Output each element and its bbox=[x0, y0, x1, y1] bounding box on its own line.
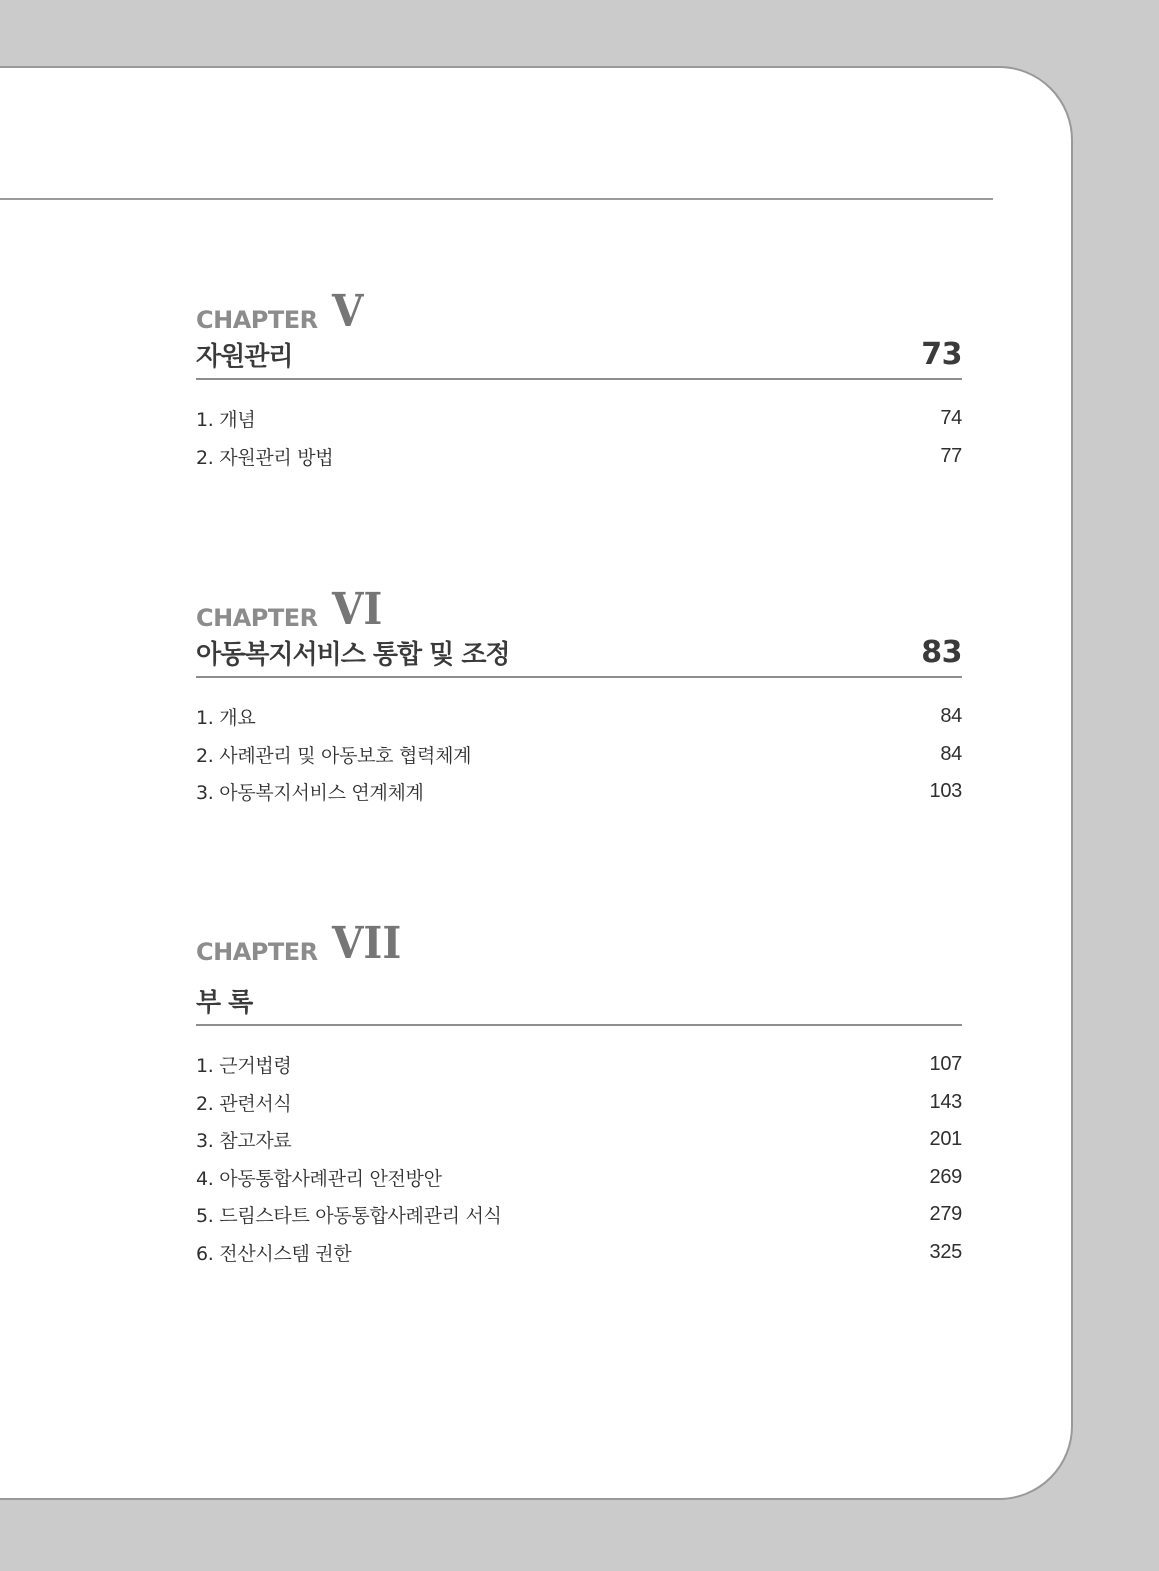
toc-entry-label: 3. 참고자료 bbox=[196, 1130, 292, 1153]
chapter-title[interactable]: 부 록 bbox=[196, 988, 253, 1018]
chapter-title[interactable]: 아동복지서비스 통합 및 조정 bbox=[196, 640, 510, 670]
toc-entry-page: 279 bbox=[929, 1203, 962, 1226]
chapter-numeral: V bbox=[332, 286, 364, 337]
toc-entry[interactable] bbox=[196, 1196, 962, 1234]
chapter-page-number[interactable]: 73 bbox=[921, 337, 962, 372]
toc-entry[interactable] bbox=[196, 698, 962, 736]
toc-entry-label: 1. 개요 bbox=[196, 707, 256, 730]
chapter-label bbox=[196, 286, 962, 337]
toc-entry[interactable] bbox=[196, 1159, 962, 1197]
toc-entry-page: 325 bbox=[929, 1240, 962, 1263]
toc-entry-page: 107 bbox=[929, 1053, 962, 1076]
toc-entry-list bbox=[196, 400, 962, 475]
toc-entry[interactable] bbox=[196, 1046, 962, 1084]
toc-entry-label: 3. 아동복지서비스 연계체계 bbox=[196, 782, 424, 805]
toc-entry-label: 2. 관련서식 bbox=[196, 1092, 292, 1115]
toc-entry-label: 2. 사례관리 및 아동보호 협력체계 bbox=[196, 744, 472, 767]
chapter-heading bbox=[196, 630, 962, 678]
toc-entry[interactable] bbox=[196, 400, 962, 438]
chapter-word: CHAPTER bbox=[196, 938, 318, 966]
toc-entry-page: 84 bbox=[940, 742, 962, 765]
header-rule bbox=[0, 198, 993, 200]
toc-entry-page: 74 bbox=[940, 407, 962, 430]
chapter-page-number[interactable]: 83 bbox=[921, 635, 962, 670]
toc-entry-label: 6. 전산시스템 권한 bbox=[196, 1242, 352, 1265]
toc-entry[interactable] bbox=[196, 1234, 962, 1272]
toc-entry-page: 103 bbox=[929, 780, 962, 803]
toc-entry-list bbox=[196, 698, 962, 811]
chapter-title[interactable]: 자원관리 bbox=[196, 342, 293, 372]
toc-entry-label: 1. 개념 bbox=[196, 409, 256, 432]
chapter-section-7 bbox=[196, 918, 962, 1271]
chapter-label bbox=[196, 584, 962, 635]
toc-entry-list bbox=[196, 1046, 962, 1271]
toc-entry-page: 143 bbox=[929, 1090, 962, 1113]
toc-entry-page: 77 bbox=[940, 444, 962, 467]
toc-entry-label: 2. 자원관리 방법 bbox=[196, 446, 334, 469]
chapter-section-6 bbox=[196, 584, 962, 811]
toc-entry-page: 84 bbox=[940, 705, 962, 728]
toc-entry-label: 5. 드림스타트 아동통합사례관리 서식 bbox=[196, 1205, 502, 1228]
chapter-heading bbox=[196, 964, 962, 1026]
toc-entry[interactable] bbox=[196, 736, 962, 774]
chapter-numeral: VI bbox=[332, 584, 383, 635]
toc-entry[interactable] bbox=[196, 1121, 962, 1159]
chapter-numeral: VII bbox=[332, 918, 402, 969]
chapter-section-5 bbox=[196, 286, 962, 475]
chapter-word: CHAPTER bbox=[196, 306, 318, 334]
chapter-word: CHAPTER bbox=[196, 604, 318, 632]
toc-entry[interactable] bbox=[196, 773, 962, 811]
toc-entry[interactable] bbox=[196, 1084, 962, 1122]
toc-entry[interactable] bbox=[196, 438, 962, 476]
toc-entry-page: 201 bbox=[929, 1128, 962, 1151]
chapter-heading bbox=[196, 332, 962, 380]
chapter-label bbox=[196, 918, 962, 969]
toc-entry-label: 1. 근거법령 bbox=[196, 1055, 292, 1078]
toc-entry-label: 4. 아동통합사례관리 안전방안 bbox=[196, 1167, 442, 1190]
toc-entry-page: 269 bbox=[929, 1165, 962, 1188]
